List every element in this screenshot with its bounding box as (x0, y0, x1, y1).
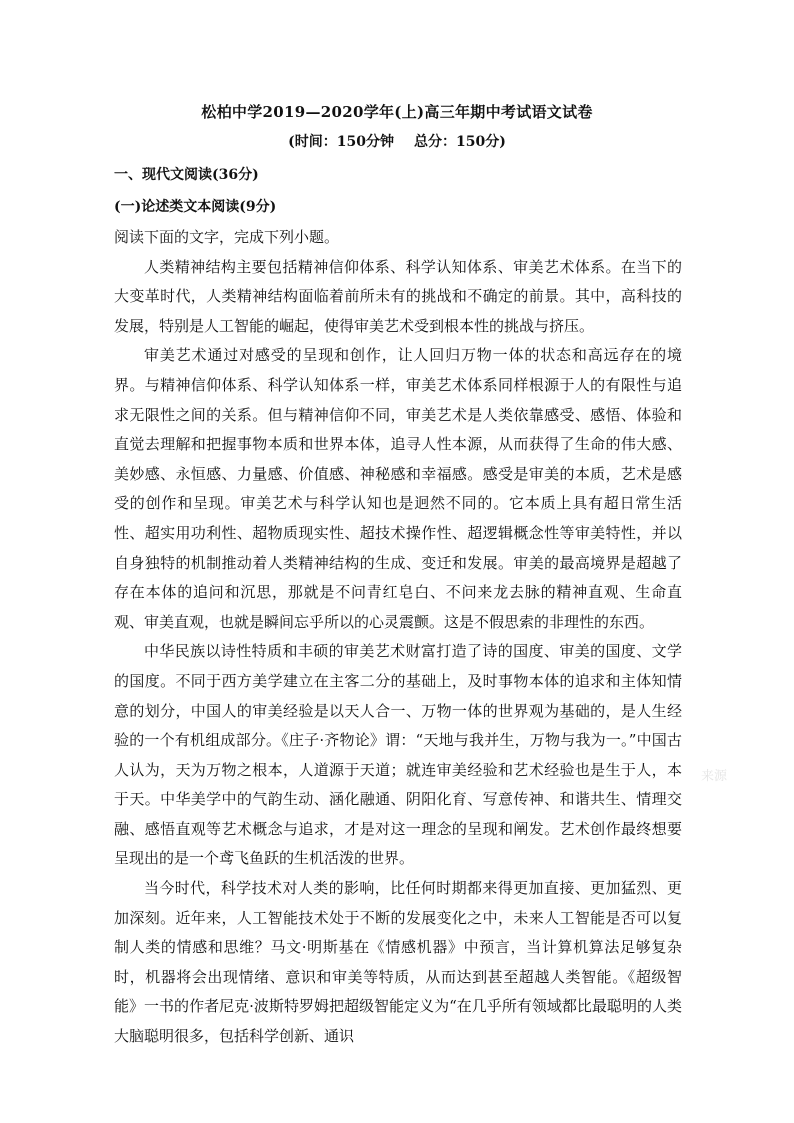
passage-paragraph-2: 审美艺术通过对感受的呈现和创作，让人回归万物一体的状态和高远存在的境界。与精神信仰体系、科学认知体系一样，审美艺术体系同样根源于人的有限性与追求无限性之间的关系。但与精神信仰不同，审美艺术是人类依靠感受、感悟、体验和直觉去理解和把握事物本质和世界本体，追寻人性本源，从而获得了生命的伟大感、美妙感、永恒感、力量感、价值感、神秘感和幸福感。感受是审美的本质，艺术是感受的创作和呈现。审美艺术与科学认知也是迥然不同的。它本质上具有超日常生活性、超实用功利性、超物质现实性、超技术操作性、超逻辑概念性等审美特性，并以自身独特的机制推动着人类精神结构的生成、变迁和发展。审美的最高境界是超越了存在本体的追问和沉思，那就是不问青红皂白、不问来龙去脉的精神直观、生命直观、审美直观，也就是瞬间忘乎所以的心灵震颤。这是不假思索的非理性的东西。 (114, 346, 682, 631)
exam-title: 松柏中学2019—2020学年(上)高三年期中考试语文试卷 (201, 103, 593, 121)
reading-instruction: 阅读下面的文字，完成下列小题。 (114, 228, 340, 246)
exam-total-score: 总分：150分) (414, 134, 506, 150)
faint-watermark: 来源 (701, 769, 728, 784)
passage-paragraph-4: 当今时代，科学技术对人类的影响，比任何时期都来得更加直接、更加猛烈、更加深刻。近年来，人工智能技术处于不断的发展变化之中，未来人工智能是否可以复制人类的情感和思维？马文·明斯基在《情感机器》中预言，当计算机算法足够复杂时，机器将会出现情绪、意识和审美等特质，从而达到甚至超越人类智能。《超级智能》一书的作者尼克·波斯特罗姆把超级智能定义为“在几乎所有领域都比最聪明的人类大脑聪明很多，包括科学创新、通识 (114, 879, 682, 1046)
exam-time-score (0, 131, 794, 151)
section-heading-part1: 一、现代文阅读(36分) (114, 167, 259, 183)
exam-time: (时间：150分钟 (288, 134, 394, 150)
section-heading-argumentative-reading: (一)论述类文本阅读(9分) (114, 199, 277, 215)
passage-paragraph-3: 中华民族以诗性特质和丰硕的审美艺术财富打造了诗的国度、审美的国度、文学的国度。不同于西方美学建立在主客二分的基础上，及时事物本体的追求和主体知情意的划分，中国人的审美经验是以天人合一、万物一体的世界观为基础的，是人生经验的一个有机组成部分。《庄子·齐物论》谓：“天地与我并生，万物与我为一。”中国古人认为，天为万物之根本，人道源于天道；就连审美经验和艺术经验也是生于人，本于天。中华美学中的气韵生动、涵化融通、阴阳化育、写意传神、和谐共生、情理交融、感悟直观等艺术概念与追求，才是对这一理念的呈现和阐发。艺术创作最终想要呈现出的是一个鸢飞鱼跃的生机活泼的世界。 (114, 642, 682, 868)
reading-passage (114, 223, 682, 1052)
passage-paragraph-1: 人类精神结构主要包括精神信仰体系、科学认知体系、审美艺术体系。在当下的大变革时代，人类精神结构面临着前所未有的挑战和不确定的前景。其中，高科技的发展，特别是人工智能的崛起，使得审美艺术受到根本性的挑战与挤压。 (114, 257, 682, 335)
